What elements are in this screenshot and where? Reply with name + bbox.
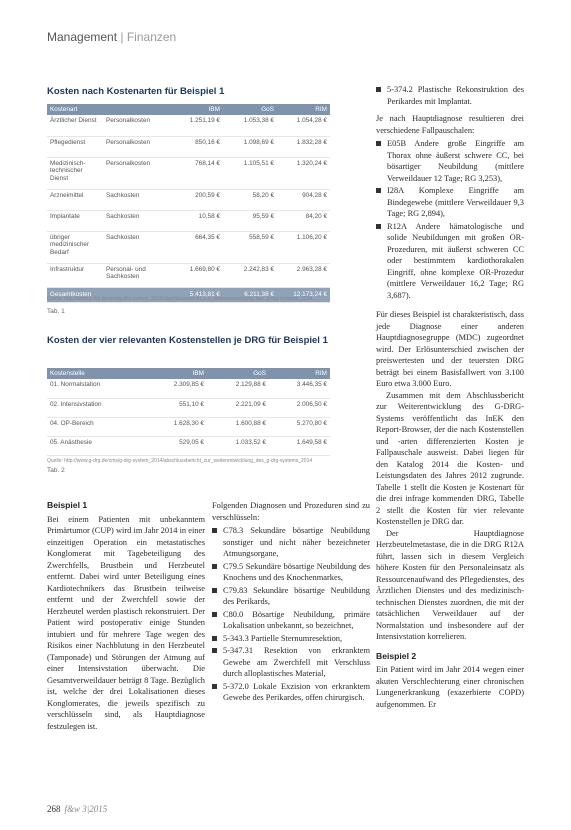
table-cell: 2.006,50 € [269,398,330,417]
table-cell: Personalkosten [103,115,169,136]
paragraph: Bei einem Patienten mit unbekanntem Primärtumor (CUP) wird im Jahr 2014 in einer einzeitigen Operation ein metastatisches Konglomerat mit Tagebeteiligung des Zwerchfells, Brustbein und Herzbeutel entfernt. Dabei wird unter Beteiligung eines Kardiotechnikers das Brustbein teilweise entfernt und der Zwerchfell sowie der Herzbeutel werden plastisch rekonstruiert. Der Patient wird postoperativ einige Stunden intubiert und für mehrere Tage wegen des Risikos einer Nachblutung in den Herzbeutel (Tamponade) und Störungen der Atmung auf einer Intensivstation überwacht. Die Gesamtverweildauer beträgt 8 Tage. Bezüglich ist, welche der drei Lokalisationen dieses Konglomerates, die jeweils spezifisch zu verschlüsseln sind, als Hauptdiagnose festzulegen ist. [47,514,205,731]
table-cell: 850,16 € [169,136,223,157]
table-row [47,136,330,157]
table-row [47,398,330,417]
table-row [47,436,330,455]
table-cell: 05. Anästhesie [47,436,145,455]
table2-source: Quelle: http://www.g-drg.de/cms/g-drg-system_2014/abschlussbericht_zur_weiterentwicklung_des_g-drg-systems_2014 [47,458,313,464]
table-row [47,263,330,287]
table1-header [103,104,169,115]
table-cell: 01. Normalstation [47,379,145,398]
paragraph: Zusammen mit dem Abschlussbericht zur Weiterentwicklung des G-DRG-Systems veröffentlicht das InEK den Report-Browser, der die nach Kostenstellen und -arten differenzierten Kosten je Fallpauschale ausweist. Dabei liegen für den Katalog 2014 die Kosten- und Leistungsdaten des Jahres 2012 zugrunde. Tabelle 1 stellt die Kosten je Kostenart für die drei infrage kommenden DRG, Tabelle 2 stellt die Kosten für vier relevante Kostenstellen je DRG dar. [376,390,524,526]
table-cell: 12.173,24 € [277,287,330,302]
magazine-name: f&w 3|2015 [64,804,108,814]
drg-list [376,138,524,301]
table1-caption: Tab. 1 [47,308,65,315]
list-item: R12A Andere hämatologische und solide Neubildungen mit großen OR-Prozeduren, mit äußerst schweren CC oder bestimmtem kardiothorakalen Eingriff, ohne komplexe OR-Prozedur (mittlere Verweildauer 16,2 Tage; RG 3,687). [376,221,524,302]
table-cell: 1.054,28 € [277,115,330,136]
table-cell: Implantate [47,210,103,231]
table-cell: 58,20 € [223,189,277,210]
table-cell: 904,28 € [277,189,330,210]
list-item: 5-372.0 Lokale Exzision von erkranktem Gewebe des Perikardes, offen chirurgisch. [212,681,370,704]
table-cell: Sachkosten [103,231,169,263]
table2-header: IBM [145,368,207,379]
table-cell: übriger medizinischer Bedarf [47,231,103,263]
table-cell: Infrastruktur [47,263,103,287]
table-cell: 1.669,80 € [169,263,223,287]
table-cell: 1.105,51 € [223,157,277,189]
table-cell: 1.649,58 € [269,436,330,455]
column-left [47,500,205,732]
table-cell: Sachkosten [103,189,169,210]
procedure-list [376,84,524,107]
table-row [47,115,330,136]
table-cell: Personalkosten [103,157,169,189]
table-cell: 5.270,80 € [269,417,330,436]
list-item: C79.83 Sekundäre bösartige Neubildung des Perikards, [212,585,370,608]
table-cell: 6.211,38 € [223,287,277,302]
list-item: C80.0 Bösartige Neubildung, primäre Lokalisation unbekannt, so bezeichnet, [212,609,370,632]
heading-beispiel-2: Beispiel 2 [376,650,417,661]
table-cell: 551,10 € [145,398,207,417]
table-cell: 2.242,83 € [223,263,277,287]
table-cell: 95,59 € [223,210,277,231]
table2-header: RIM [269,368,330,379]
table-cell: 02. Intensivstation [47,398,145,417]
table-cell: 664,35 € [169,231,223,263]
paragraph: Ein Patient wird im Jahr 2014 wegen einer akuten Verschlechterung einer chronischen Lungenerkrankung (exazerbierte COPD) aufgenommen. Er [376,665,524,709]
paragraph: Der Hauptdiagnose Herzbeutelmetastase, die in die DRG R12A führt, lassen sich in diesem Vergleich höhere Kosten für den Personaleinsatz als Ressourcenaufwand des Pflegedienstes, des Ärztlichen Dienstes und des medizinisch-technischen Dienstes zuordnen, die mit der tatsächlichen Verweildauer auf der Normalstation und insbesondere auf der Intensivstation korrelieren. [376,528,524,641]
table-cell: Ärztlicher Dienst [47,115,103,136]
header-subsection: Finanzen [126,30,177,44]
table1-title: Kosten nach Kostenarten für Beispiel 1 [47,86,225,97]
table2-title: Kosten der vier relevanten Kostenstellen je DRG für Beispiel 1 [47,335,328,346]
table-cell: 558,59 € [223,231,277,263]
table-cell: 1.628,30 € [145,417,207,436]
table-cell: 10,58 € [169,210,223,231]
table-cell: Sachkosten [103,210,169,231]
page-footer [47,804,107,814]
table1-header-row [47,104,330,115]
table-cell: 1.033,52 € [207,436,269,455]
table-row [47,157,330,189]
table-cell: Pflegedienst [47,136,103,157]
header-section: Management [47,30,118,44]
table-cell: Gesamtkosten [47,287,169,302]
table-cell: 04. OP-Bereich [47,417,145,436]
table-cell: Personalkosten [103,136,169,157]
diagnosis-list [212,525,370,704]
table-cell: 1.320,24 € [277,157,330,189]
table1 [47,104,330,303]
table-cell: 2.309,85 € [145,379,207,398]
table-cell: 1.600,88 € [207,417,269,436]
table2 [47,368,330,456]
table-cell: 84,20 € [277,210,330,231]
column-right [376,84,524,710]
table-cell: 3.446,35 € [269,379,330,398]
list-item: 5-374.2 Plastische Rekonstruktion des Perikardes mit Implantat. [376,84,524,107]
header-separator: | [117,30,127,44]
paragraph: Für dieses Beispiel ist charakteristisch, dass jede Diagnose einer anderen Hauptdiagnosegruppe (MDC) zugeordnet wird. Der Erlösunterschied zwischen der preiswertesten und der teuersten DRG beträgt bei einem Basisfallwert von 3.100 Euro etwa 3.000 Euro. [376,310,524,388]
table-cell: 2.129,88 € [207,379,269,398]
table-row [47,210,330,231]
table-row [47,189,330,210]
list-item: C78.3 Sekundäre bösartige Neubildung sonstiger und nicht näher bezeichneter Atmungsorgane, [212,525,370,560]
table1-header: Kostenart [47,104,103,115]
page-number: 268 [47,804,61,814]
table1-header: RIM [277,104,330,115]
running-header [47,30,176,44]
list-item: I28A Komplexe Eingriffe am Bindegewebe (mittlere Verweildauer 9,3 Tage; RG 2,894), [376,185,524,220]
table2-header-row [47,368,330,379]
table-cell: 1.106,20 € [277,231,330,263]
table-cell: 529,05 € [145,436,207,455]
list-item: 5-347.31 Resektion von erkranktem Gewebe am Zwerchfell mit Verschluss durch alloplastisches Material, [212,645,370,680]
table-row [47,379,330,398]
paragraph: Folgenden Diagnosen und Prozeduren sind zu verschlüsseln: [212,501,370,522]
column-middle [212,500,370,705]
table2-header: GoS [207,368,269,379]
table1-source: Quelle: http://www.g-drg.de/cms/g-drg-system_2014/abschlussbericht_zur_weiterentwicklung_des_g-drg-systems_2014 [47,296,313,302]
list-item: E05B Andere große Eingriffe am Thorax ohne äußerst schwere CC, bei bösartiger Neubildung (mittlere Verweildauer 12 Tage; RG 3,253), [376,138,524,184]
table2-caption: Tab. 2 [47,467,65,474]
table-row [47,231,330,263]
table1-header: GoS [223,104,277,115]
table-cell: 1.053,38 € [223,115,277,136]
table2-header: Kostenstelle [47,368,145,379]
table-cell: 1.832,28 € [277,136,330,157]
table-cell: 2.221,09 € [207,398,269,417]
table-cell: 768,14 € [169,157,223,189]
table-cell: 1.098,69 € [223,136,277,157]
table-cell: 2.963,28 € [277,263,330,287]
heading-beispiel-1: Beispiel 1 [47,500,88,510]
paragraph: Je nach Hauptdiagnose resultieren drei verschiedene Fallpauschalen: [376,114,524,135]
table-cell: 200,59 € [169,189,223,210]
list-item: 5-343.3 Partielle Sternumresektion, [212,633,370,645]
table-cell: Arzneimittel [47,189,103,210]
table-cell: 1.251,19 € [169,115,223,136]
table-row [47,417,330,436]
table-cell: 5.413,81 € [169,287,223,302]
table1-header: IBM [169,104,223,115]
table-cell: Medizinisch-technischer Dienst [47,157,103,189]
list-item: C79.5 Sekundäre bösartige Neubildung des Knochens und des Knochenmarkes, [212,561,370,584]
table-cell: Personal- und Sachkosten [103,263,169,287]
